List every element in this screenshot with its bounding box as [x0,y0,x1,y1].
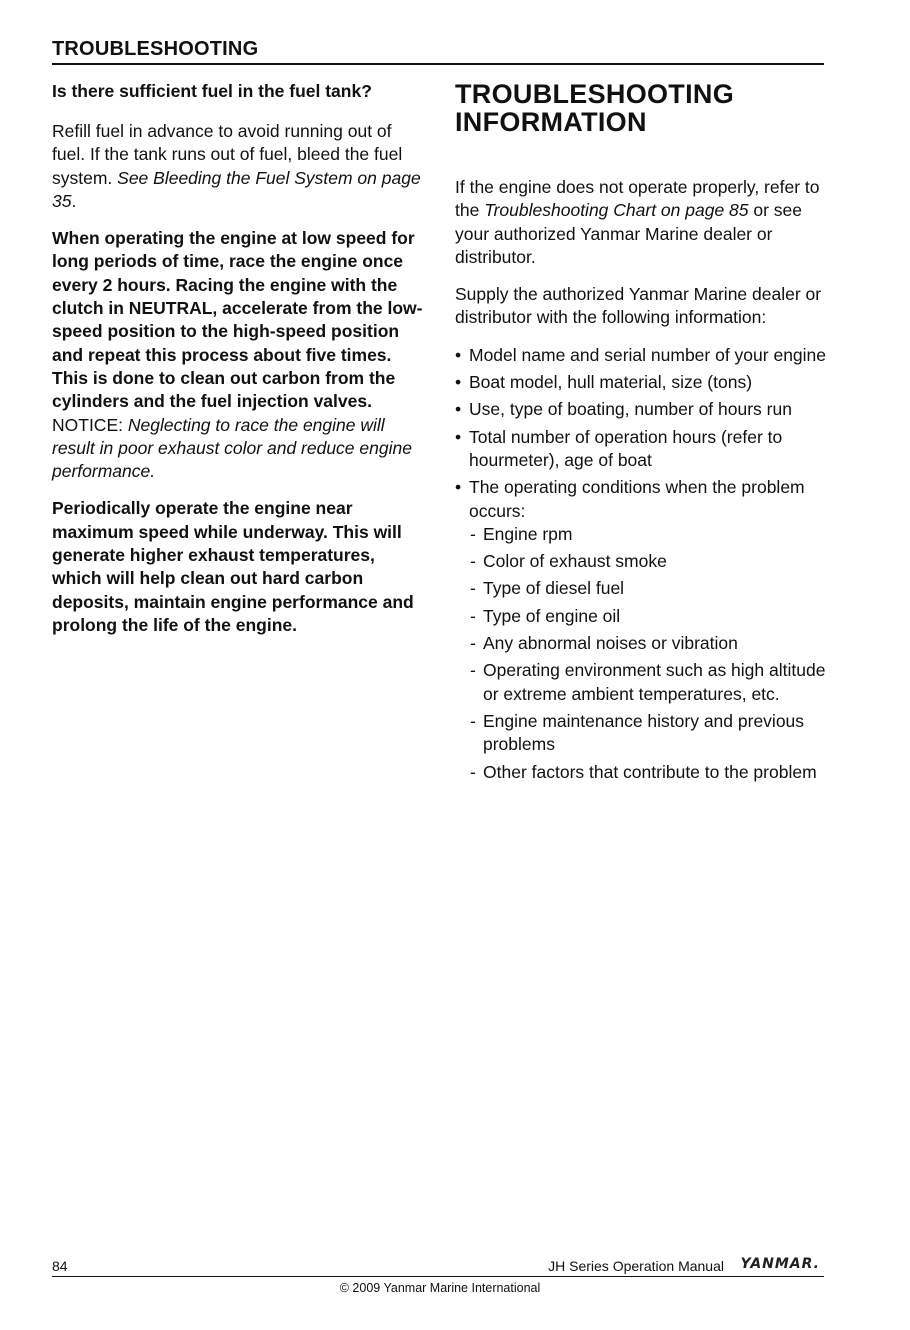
bleeding-reference-link[interactable]: See Bleeding the Fuel System on page 35 [52,167,421,211]
intro-end: or see your authorized Yanmar Marine dealer or distributor. [455,200,803,267]
racing-instructions: When operating the engine at low speed for long periods of time, race the engine once every 2 hours. Racing the engine with the clutch in NEUTRAL, accelerate from the low-speed position to the high-speed position and repeat this process about five times. This is done to clean out carbon from the cylinders and the fuel injection valves. [52,228,423,412]
list-item: • Model name and serial number of your engine [455,344,827,367]
refill-text: Refill fuel in advance to avoid running out of fuel. If the tank runs out of fuel, bleed the fuel system. [52,121,403,188]
left-column [52,80,424,651]
max-speed-paragraph: Periodically operate the engine near maximum speed while underway. This will generate higher exhaust temperatures, which will help clean out hard carbon deposits, maintain engine performance and prolong the life of the engine. [52,498,414,635]
section-title: TROUBLESHOOTING [52,38,259,60]
troubleshooting-chart-link[interactable]: Troubleshooting Chart on page 85 [484,200,749,221]
supply-paragraph: Supply the authorized Yanmar Marine dealer or distributor with the following information: [455,284,822,328]
right-column [455,80,827,788]
list-item: • Use, type of boating, number of hours run [455,398,827,421]
condition-item: - Any abnormal noises or vibration [469,632,827,655]
condition-item: - Color of exhaust smoke [469,550,827,573]
notice-text: Neglecting to race the engine will result in poor exhaust color and reduce engine performance. [52,414,412,482]
condition-item: - Engine rpm [469,523,827,546]
fuel-question-heading: Is there sufficient fuel in the fuel tank? [52,81,372,101]
notice-label: NOTICE: [52,414,128,435]
intro-paragraph [455,176,827,269]
refill-paragraph [52,120,424,213]
page-footer [52,1256,824,1277]
copyright-notice: © 2009 Yanmar Marine International [339,1281,541,1295]
manual-title: JH Series Operation Manual [548,1258,724,1274]
troubleshooting-information-title: TROUBLESHOOTING INFORMATION [455,79,734,137]
refill-end: . [71,190,77,211]
page-number: 84 [52,1258,68,1274]
condition-item: - Operating environment such as high altitude or extreme ambient temperatures, etc. [469,659,827,706]
condition-item: - Type of diesel fuel [469,577,827,600]
list-item-conditions [455,476,827,784]
list-item: • Total number of operation hours (refer to hourmeter), age of boat [455,426,827,473]
yanmar-logo: YANMAR. [740,1256,820,1272]
list-item: • Boat model, hull material, size (tons) [455,371,827,394]
conditions-label: The operating conditions when the problem occurs: [469,477,805,521]
condition-item: - Type of engine oil [469,605,827,628]
page-header [52,36,824,65]
racing-paragraph [52,227,424,483]
conditions-list [469,523,827,784]
condition-item: - Other factors that contribute to the problem [469,761,827,784]
intro-text: If the engine does not operate properly, refer to the [455,177,820,221]
condition-item: - Engine maintenance history and previous problems [469,710,827,757]
information-list [455,344,827,784]
